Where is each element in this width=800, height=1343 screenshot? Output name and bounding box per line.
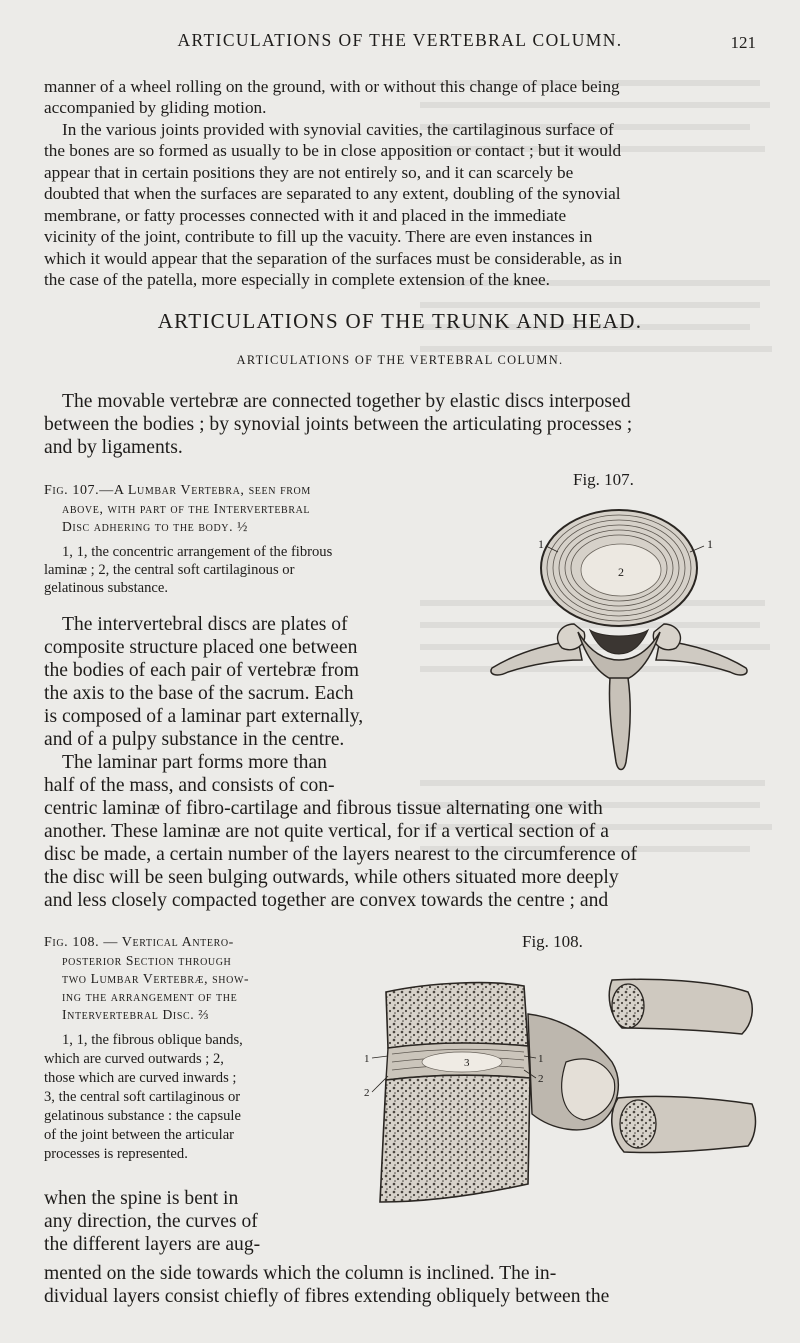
- intro-line: the case of the patella, more especially in complete extension of the knee.: [44, 270, 550, 289]
- fig108-legend-line: processes is represented.: [44, 1146, 188, 1162]
- fig108-legend-line: of the joint between the articular: [44, 1127, 235, 1143]
- body-line: The movable vertebræ are connected together by elastic discs interposed: [62, 391, 631, 412]
- fig108-legend-line: 3, the central soft cartilaginous or: [44, 1089, 241, 1105]
- body-line: and of a pulpy substance in the centre.: [44, 729, 345, 750]
- body-line: The intervertebral discs are plates of: [62, 614, 348, 635]
- intro-line: membrane, or fatty processes connected with it and placed in the immediate: [44, 206, 567, 225]
- intro-line: In the various joints provided with synovial cavities, the cartilaginous surface of: [62, 120, 614, 139]
- fig108-marker-2-right: 2: [538, 1073, 544, 1085]
- body-line: centric laminæ of fibro-cartilage and fibrous tissue alternating one with: [44, 798, 603, 819]
- body-line: any direction, the curves of: [44, 1211, 258, 1232]
- fig108-marker-1-left: 1: [364, 1053, 370, 1065]
- fig108-legend-line: gelatinous substance : the capsule: [44, 1108, 241, 1124]
- body-line: The laminar part forms more than: [62, 752, 327, 773]
- fig108-caption-line: ing the arrangement of the: [62, 989, 238, 1004]
- intro-line: the bones are so formed as usually to be in close apposition or contact ; but it would: [44, 141, 622, 160]
- body-line: mented on the side towards which the column is inclined. The in-: [44, 1263, 557, 1284]
- fig108-caption-line: Fig. 108. — Vertical Antero-: [44, 935, 234, 950]
- body-line: is composed of a laminar part externally,: [44, 706, 364, 727]
- intro-line: manner of a wheel rolling on the ground, with or without this change of place being: [44, 77, 620, 96]
- fig107-legend-line: laminæ ; 2, the central soft cartilaginous or: [44, 562, 295, 578]
- body-line: when the spine is bent in: [44, 1188, 239, 1209]
- body-line: disc be made, a certain number of the layers nearest to the circumference of: [44, 844, 637, 865]
- fig108-legend-line: which are curved outwards ; 2,: [44, 1051, 224, 1067]
- fig108-marker-1-right: 1: [538, 1053, 544, 1065]
- fig108-caption-line: posterior Section through: [62, 953, 232, 968]
- running-header-title: ARTICULATIONS OF THE VERTEBRAL COLUMN.: [177, 30, 623, 50]
- fig107-caption-line: Disc adhering to the body. ½: [62, 519, 248, 534]
- intro-line: accompanied by gliding motion.: [44, 98, 267, 117]
- fig107-caption-line: Fig. 107.—A Lumbar Vertebra, seen from: [44, 483, 311, 498]
- body-line: and by ligaments.: [44, 437, 183, 458]
- fig108-marker-3: 3: [464, 1057, 470, 1069]
- body-line: the bodies of each pair of vertebræ from: [44, 660, 360, 681]
- fig107-caption-line: above, with part of the Intervertebral: [62, 501, 311, 516]
- intro-line: vicinity of the joint, contribute to fill up the vacuity. There are even instances in: [44, 227, 593, 246]
- fig107-legend-line: 1, 1, the concentric arrangement of the fibrous: [62, 544, 333, 560]
- body-line: another. These laminæ are not quite vertical, for if a vertical section of a: [44, 821, 609, 842]
- section-heading: ARTICULATIONS OF THE TRUNK AND HEAD.: [157, 309, 643, 333]
- fig108-marker-2-left: 2: [364, 1087, 370, 1099]
- intro-line: appear that in certain positions they are not entirely so, and it can scarcely be: [44, 163, 574, 182]
- vertebral-section-illustration: [352, 958, 762, 1248]
- body-line: the different layers are aug-: [44, 1234, 261, 1255]
- fig107-legend-line: gelatinous substance.: [44, 580, 169, 596]
- subsection-heading: ARTICULATIONS OF THE VERTEBRAL COLUMN.: [236, 353, 564, 367]
- body-line: the disc will be seen bulging outwards, while others situated more deeply: [44, 867, 619, 888]
- fig108-legend-line: 1, 1, the fibrous oblique bands,: [62, 1032, 243, 1048]
- body-line: dividual layers consist chiefly of fibres extending obliquely between the: [44, 1286, 610, 1307]
- fig108-caption-line: Intervertebral Disc. ⅔: [62, 1007, 210, 1022]
- intro-line: doubted that when the surfaces are separated to any extent, doubling of the synovial: [44, 184, 621, 203]
- intro-line: which it would appear that the separation of the surfaces must be considerable, as in: [44, 249, 622, 268]
- body-line: and less closely compacted together are convex towards the centre ; and: [44, 890, 609, 911]
- fig108-legend-line: those which are curved inwards ;: [44, 1070, 237, 1086]
- lumbar-vertebra-illustration: [478, 492, 760, 777]
- page-number: 121: [730, 33, 756, 52]
- body-line: between the bodies ; by synovial joints between the articulating processes ;: [44, 414, 633, 435]
- fig107-marker-1-left: 1: [538, 537, 544, 551]
- fig107-label: Fig. 107.: [573, 470, 634, 489]
- fig108-caption-line: two Lumbar Vertebræ, show-: [62, 971, 250, 986]
- fig107-marker-2: 2: [618, 565, 624, 579]
- body-line: half of the mass, and consists of con-: [44, 775, 335, 796]
- fig107-marker-1-right: 1: [707, 537, 713, 551]
- body-line: composite structure placed one between: [44, 637, 358, 658]
- fig108-label: Fig. 108.: [522, 932, 583, 951]
- body-line: the axis to the base of the sacrum. Each: [44, 683, 354, 704]
